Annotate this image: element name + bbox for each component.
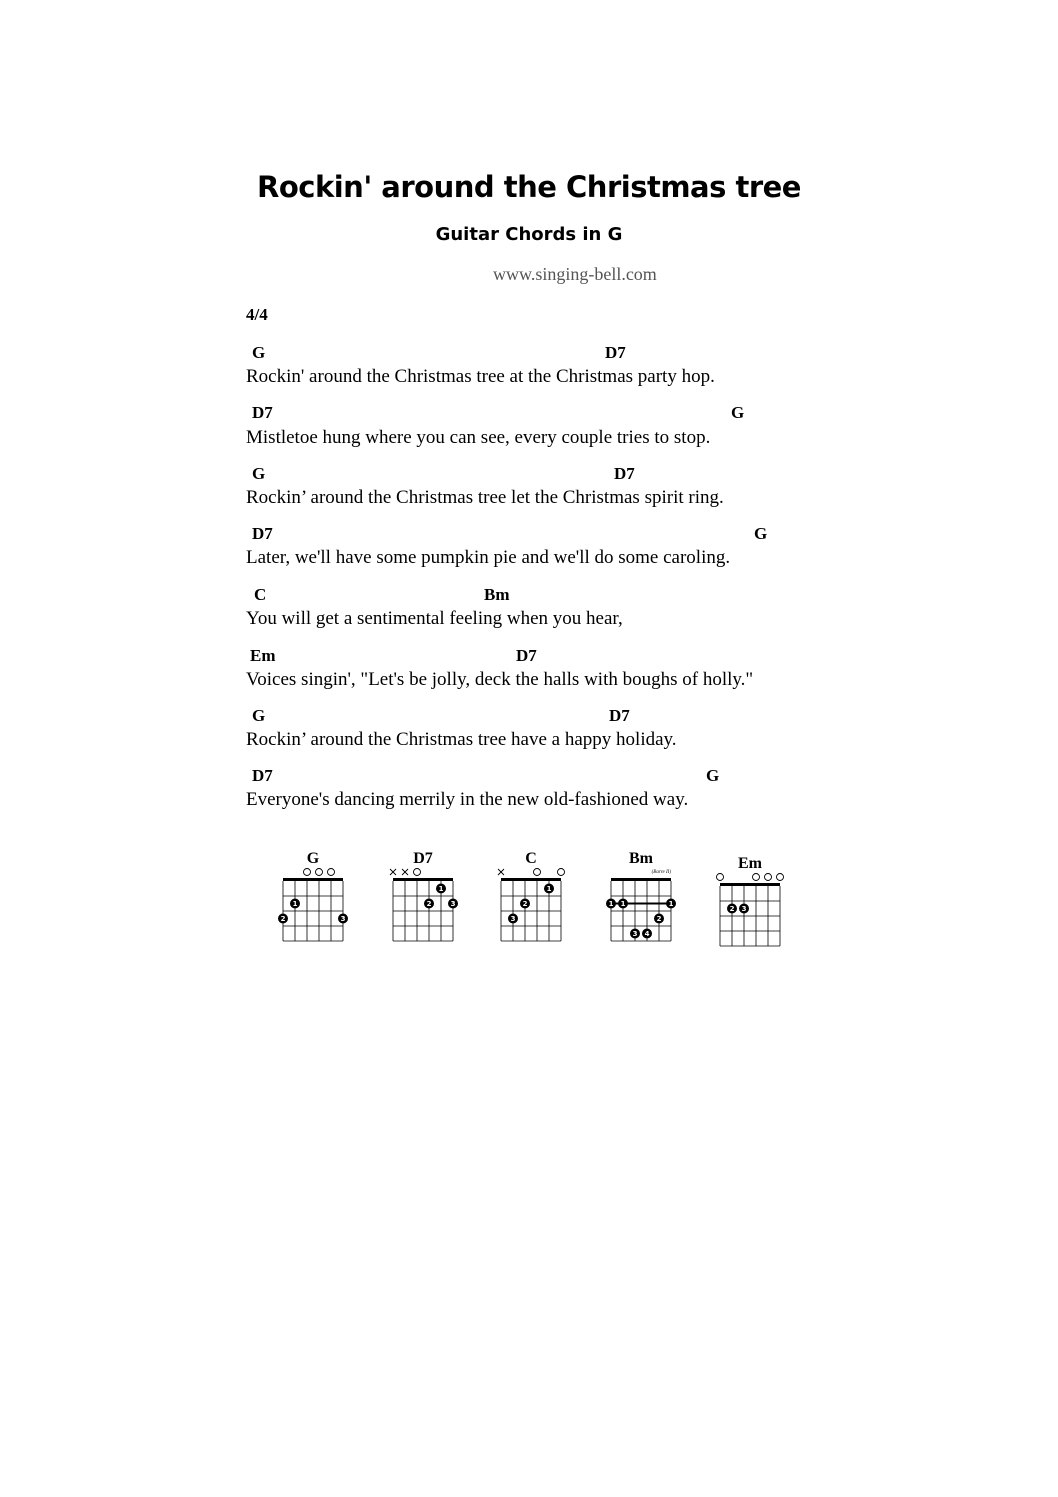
nut: [393, 878, 453, 881]
chord-diagram-name: D7: [413, 850, 433, 867]
nut: [283, 878, 343, 881]
finger-dot: [727, 904, 737, 914]
lyric-line: Everyone's dancing merrily in the new old-fashioned way.: [246, 789, 689, 810]
chord-diagram-svg: [710, 851, 790, 956]
chord-diagram-bm: [601, 846, 681, 956]
chord-label: D7: [252, 403, 273, 422]
svg-text:1: 1: [438, 885, 444, 894]
song-subtitle: Guitar Chords in G: [435, 224, 623, 245]
svg-text:1: 1: [546, 885, 552, 894]
svg-text:3: 3: [510, 915, 516, 924]
chord-diagram-svg: [491, 846, 571, 951]
chord-label: G: [706, 766, 720, 785]
svg-text:4: 4: [644, 930, 650, 939]
svg-text:2: 2: [729, 905, 735, 914]
chord-label: D7: [609, 706, 630, 725]
chord-diagram-g: [273, 846, 353, 956]
open-string-marker: [328, 869, 335, 876]
lyric-line: Rockin' around the Christmas tree at the Christmas party hop.: [246, 366, 715, 387]
svg-text:3: 3: [450, 900, 456, 909]
finger-dot: [508, 914, 518, 924]
lyric-line: You will get a sentimental feeling when you hear,: [246, 608, 623, 629]
finger-dot: [739, 904, 749, 914]
finger-dot: [606, 899, 616, 909]
lyric-line: Mistletoe hung where you can see, every couple tries to stop.: [246, 427, 711, 448]
svg-text:1: 1: [620, 900, 626, 909]
finger-dot: [448, 899, 458, 909]
svg-text:3: 3: [741, 905, 747, 914]
open-string-marker: [534, 869, 541, 876]
chord-label: G: [252, 706, 266, 725]
chord-label: D7: [252, 524, 273, 543]
open-string-marker: [316, 869, 323, 876]
svg-text:2: 2: [426, 900, 432, 909]
chord-diagram-name: G: [306, 850, 320, 867]
chord-label: G: [731, 403, 745, 422]
lyric-line: Voices singin', "Let's be jolly, deck the halls with boughs of holly.": [246, 669, 754, 690]
chord-label: C: [254, 585, 267, 604]
svg-text:2: 2: [656, 915, 662, 924]
finger-dot: [544, 884, 554, 894]
chord-label: D7: [516, 646, 537, 665]
svg-text:2: 2: [280, 915, 286, 924]
chord-diagram-name: C: [525, 850, 537, 867]
chord-label: D7: [614, 464, 635, 483]
lyric-line: Later, we'll have some pumpkin pie and we'll do some caroling.: [246, 547, 731, 568]
svg-text:1: 1: [668, 900, 674, 909]
finger-dot: [424, 899, 434, 909]
time-signature: 4/4: [246, 305, 268, 324]
nut: [611, 878, 671, 881]
svg-text:1: 1: [292, 900, 298, 909]
chord-label: D7: [252, 766, 273, 785]
nut: [501, 878, 561, 881]
chord-diagram-name: Bm: [629, 850, 653, 867]
finger-dot: [290, 899, 300, 909]
nut: [720, 883, 780, 886]
chord-diagram-d7: [383, 846, 463, 956]
open-string-marker: [558, 869, 565, 876]
chord-diagram-svg: [383, 846, 463, 951]
lyric-line: Rockin’ around the Christmas tree let the Christmas spirit ring.: [246, 487, 724, 508]
finger-dot: [520, 899, 530, 909]
chord-label: G: [754, 524, 768, 543]
chord-diagram-c: [491, 846, 571, 956]
chord-label: Bm: [484, 585, 510, 604]
chord-diagram-note: (Barre II): [651, 870, 671, 875]
finger-dot: [436, 884, 446, 894]
muted-string-marker: [402, 869, 408, 875]
open-string-marker: [753, 874, 760, 881]
finger-dot: [666, 899, 676, 909]
finger-dot: [642, 929, 652, 939]
chord-diagram-svg: [273, 846, 353, 951]
chord-diagram-svg: [601, 846, 681, 951]
open-string-marker: [304, 869, 311, 876]
svg-text:3: 3: [632, 930, 638, 939]
finger-dot: [618, 899, 628, 909]
chord-diagram-name: Em: [738, 855, 762, 872]
open-string-marker: [414, 869, 421, 876]
svg-text:3: 3: [340, 915, 346, 924]
chord-label: D7: [605, 343, 626, 362]
muted-string-marker: [390, 869, 396, 875]
open-string-marker: [765, 874, 772, 881]
open-string-marker: [717, 874, 724, 881]
finger-dot: [338, 914, 348, 924]
song-title: Rockin' around the Christmas tree: [257, 170, 801, 204]
chord-diagram-em: [710, 851, 790, 961]
finger-dot: [630, 929, 640, 939]
chord-label: G: [252, 343, 266, 362]
finger-dot: [654, 914, 664, 924]
chord-label: Em: [250, 646, 276, 665]
svg-text:2: 2: [522, 900, 528, 909]
muted-string-marker: [498, 869, 504, 875]
open-string-marker: [777, 874, 784, 881]
website-url: www.singing-bell.com: [493, 264, 657, 284]
svg-text:1: 1: [608, 900, 614, 909]
finger-dot: [278, 914, 288, 924]
chord-label: G: [252, 464, 266, 483]
lyric-line: Rockin’ around the Christmas tree have a happy holiday.: [246, 729, 677, 750]
